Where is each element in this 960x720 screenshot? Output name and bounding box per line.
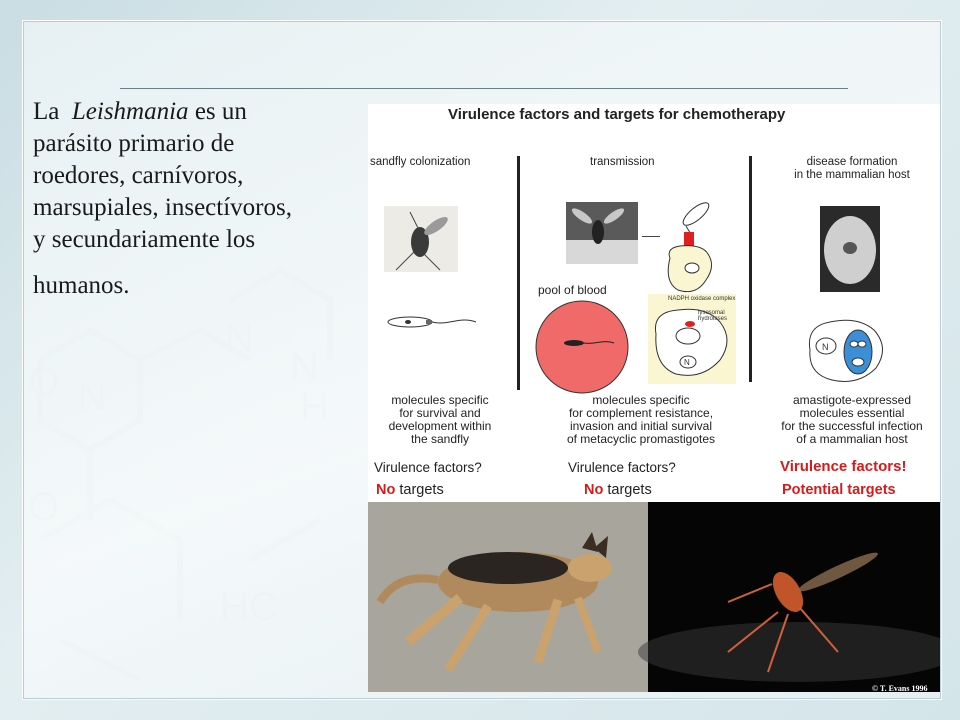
sandfly-feeding-photo [566, 202, 638, 264]
targets-label-col1: targets [395, 482, 444, 498]
mol1-line1: molecules specific [391, 393, 489, 407]
macrophage-nucleus-label: N [684, 358, 690, 367]
paragraph-line-3: roedores, carnívoros, [33, 162, 244, 189]
molecules-col3 [766, 394, 938, 446]
targets-col2 [584, 482, 652, 498]
virulence-col2: Virulence factors? [568, 460, 676, 475]
lysosomal-label: lysosomal hydrolases [698, 310, 728, 322]
mol2-line4: of metacyclic promastigotes [566, 432, 716, 446]
final-period: . [123, 272, 130, 299]
paragraph-line-4: marsupiales, insectívoros, [33, 194, 292, 221]
macrophage-diagram [648, 294, 736, 384]
connector-line [642, 236, 660, 237]
host-nucleus-label: N [822, 342, 829, 352]
column-divider-1 [517, 156, 520, 390]
word-humanos: humanos [33, 272, 124, 299]
word-leishmania: Leishmania [71, 98, 189, 125]
virulence-col3: Virulence factors! [780, 458, 907, 475]
word-la: La [33, 98, 60, 125]
infection-diagram [662, 196, 718, 300]
disease-line2: in the mammalian host [794, 169, 910, 181]
paragraph-line-1 [33, 96, 373, 128]
targets-col3 [782, 482, 896, 498]
mosquito-photo [638, 502, 940, 692]
mol3-line3: for the successful infection [781, 419, 923, 433]
promastigote-drawing [378, 310, 478, 334]
mol1-line3: development within [388, 419, 492, 433]
potential-targets-label: Potential targets [782, 482, 896, 498]
mol2-line2: for complement resistance, [568, 406, 714, 420]
mol2-line3: invasion and initial survival [569, 419, 713, 433]
mol3-line2: molecules essential [799, 406, 905, 420]
body-paragraph [33, 96, 373, 302]
targets-col1 [376, 482, 444, 498]
no-label-col2: No [584, 482, 604, 498]
pool-of-blood-label: pool of blood [538, 283, 607, 297]
heading-disease-formation [772, 156, 932, 182]
nadph-label: NADPH oxidase complex [668, 296, 736, 302]
molecules-col1 [370, 394, 510, 446]
dog-photo [368, 502, 648, 692]
targets-label-col2: targets [603, 482, 652, 498]
molecules-col2 [546, 394, 736, 446]
disease-line1: disease formation [806, 156, 898, 168]
blood-pool-circle [534, 299, 630, 395]
paragraph-line-2: parásito primario de [33, 130, 235, 157]
amastigote-cell-diagram [804, 314, 890, 386]
figure-title: Virulence factors and targets for chemotherapy [448, 106, 786, 123]
paragraph-line-5: y secundariamente los [33, 226, 256, 253]
lesion-photo [820, 206, 880, 292]
sandfly-photo [384, 206, 458, 272]
no-label-col1: No [376, 482, 396, 498]
photos-row [368, 502, 940, 692]
mol1-line2: for survival and [399, 406, 481, 420]
mol1-line4: the sandfly [410, 432, 470, 446]
mol3-line1: amastigote-expressed [792, 393, 912, 407]
word-es-un: es un [194, 98, 247, 125]
heading-transmission: transmission [590, 156, 655, 168]
title-rule [120, 88, 848, 89]
paragraph-line-6 [33, 270, 373, 302]
virulence-figure [368, 104, 940, 502]
heading-sandfly-colonization: sandfly colonization [370, 156, 471, 168]
photo-copyright: © T. Evans 1996 [872, 684, 928, 693]
mol3-line4: of a mammalian host [796, 432, 908, 446]
mol2-line1: molecules specific [592, 393, 690, 407]
column-divider-2 [749, 156, 752, 382]
virulence-col1: Virulence factors? [374, 460, 482, 475]
